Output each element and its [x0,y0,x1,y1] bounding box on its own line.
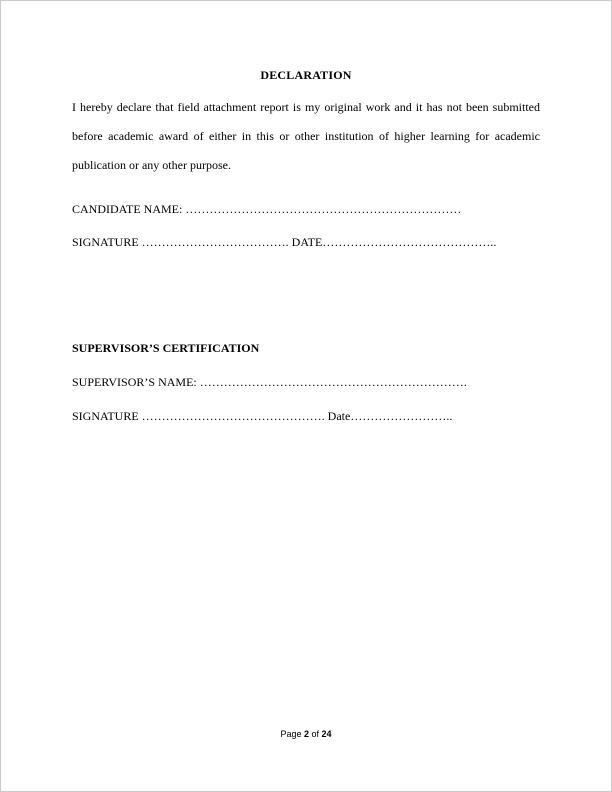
footer-total-pages: 24 [321,729,332,739]
footer-of-label: of [311,729,320,739]
footer-page-label: Page [280,729,302,739]
supervisor-signature-date-line: SIGNATURE ………………………………………. Date…………………….. [72,409,453,423]
footer-page-number: 2 [303,729,309,739]
page-title: DECLARATION [260,68,352,82]
candidate-name-line: CANDIDATE NAME: …………………………………………………………… [72,202,462,216]
supervisor-certification-heading: SUPERVISOR’S CERTIFICATION [72,341,260,355]
page-footer [1,729,611,739]
supervisor-name-line: SUPERVISOR’S NAME: …………………………………………………………. [72,375,467,389]
document-content [1,1,611,423]
declaration-paragraph: I hereby declare that field attachment report is my original work and it has not been submitted before academic award of either in this or other institution of higher learning for academic publication or any other purpose. [72,100,540,172]
candidate-signature-date-line: SIGNATURE ………………………………. DATE…………………………………….. [72,235,497,249]
